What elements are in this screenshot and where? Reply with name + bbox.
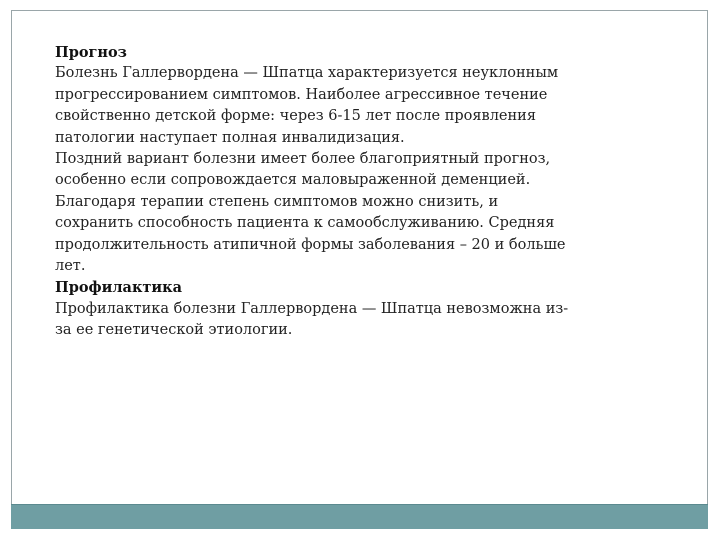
paragraph-prevention: Профилактика болезни Галлервордена — Шпатца невозможна из-за ее генетической этиологии. [55,300,569,339]
paragraph-prognosis-2: Поздний вариант болезни имеет более благоприятный прогноз, особенно если сопровождается маловыраженной деменцией. Благодаря терапии степень симптомов можно снизить, и сохранить способность пациента к самообслуживанию. Средняя продолжительность атипичной формы заболевания – 20 и больше лет. [55,151,566,275]
slide-bottom-bar [11,504,708,529]
slide-content [55,42,575,342]
heading-prognosis: Прогноз [55,44,127,61]
heading-prevention: Профилактика [55,279,183,297]
paragraph-prognosis-1: Болезнь Галлервордена — Шпатца характеризуется неуклонным прогрессированием симптомов. Наиболее агрессивное течение свойственно детской форме: через 6-15 лет после проявления патологии наступает полная инвалидизация. [55,65,559,146]
